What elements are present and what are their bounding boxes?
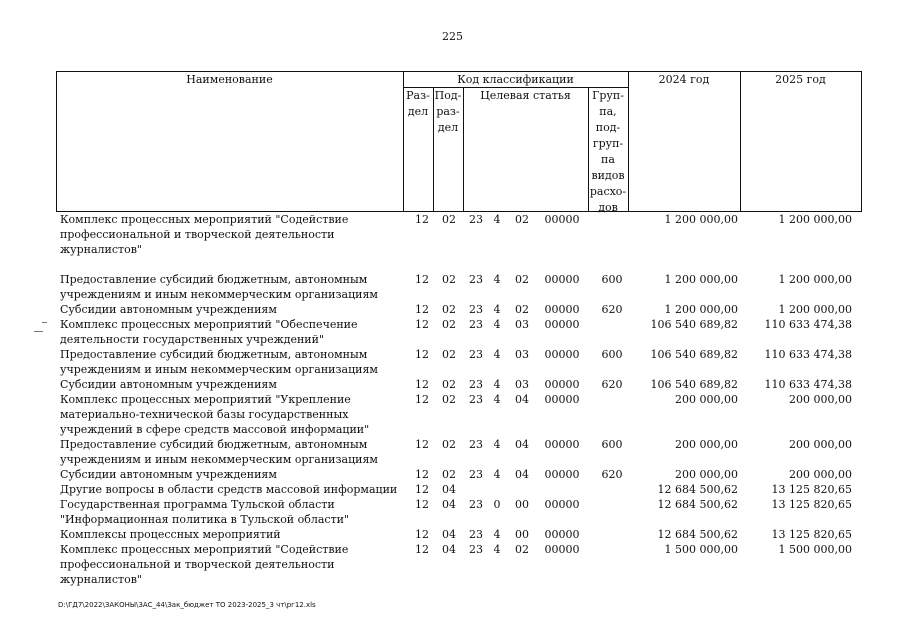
row-amount-2025: 1 200 000,00 bbox=[778, 303, 852, 316]
table-row bbox=[58, 542, 862, 587]
row-direction: 00000 bbox=[544, 213, 580, 226]
row-podrazdel: 04 bbox=[442, 528, 456, 541]
row-razdel: 12 bbox=[415, 543, 429, 556]
row-direction: 00000 bbox=[544, 528, 580, 541]
row-complex: 02 bbox=[515, 273, 529, 286]
scan-mark bbox=[42, 322, 47, 323]
header-razdel-line: дел bbox=[407, 105, 429, 118]
header-group-line: под- bbox=[595, 121, 621, 134]
table-row bbox=[58, 437, 862, 467]
row-podrazdel: 04 bbox=[442, 483, 456, 496]
row-direction: 00000 bbox=[544, 318, 580, 331]
row-podrazdel: 02 bbox=[442, 318, 456, 331]
row-amount-2024: 106 540 689,82 bbox=[650, 318, 738, 331]
row-razdel: 12 bbox=[415, 273, 429, 286]
row-razdel: 12 bbox=[415, 393, 429, 406]
row-program: 23 bbox=[469, 438, 483, 451]
row-program: 23 bbox=[469, 378, 483, 391]
row-amount-2025: 13 125 820,65 bbox=[771, 498, 852, 511]
header-podrazdel bbox=[433, 88, 463, 136]
header-razdel-line: Раз- bbox=[406, 89, 430, 102]
row-amount-2024: 200 000,00 bbox=[675, 438, 738, 451]
header-podrazdel-line: дел bbox=[437, 121, 459, 134]
row-direction: 00000 bbox=[544, 393, 580, 406]
row-podrazdel: 02 bbox=[442, 438, 456, 451]
row-podrazdel: 04 bbox=[442, 498, 456, 511]
row-type: 4 bbox=[493, 318, 501, 331]
row-group: 600 bbox=[601, 438, 623, 451]
table-row bbox=[58, 317, 862, 347]
row-amount-2025: 13 125 820,65 bbox=[771, 483, 852, 496]
row-podrazdel: 02 bbox=[442, 393, 456, 406]
row-direction: 00000 bbox=[544, 498, 580, 511]
header-divider-podrazdel bbox=[463, 87, 464, 212]
row-program: 23 bbox=[469, 348, 483, 361]
header-group-line: па bbox=[601, 153, 615, 166]
header-group-line: дов bbox=[598, 201, 618, 214]
table-row bbox=[58, 212, 862, 257]
row-type: 4 bbox=[493, 543, 501, 556]
row-razdel: 12 bbox=[415, 438, 429, 451]
table-row bbox=[58, 482, 862, 497]
header-year-2025: 2025 год bbox=[775, 73, 826, 86]
header-divider-group bbox=[628, 71, 629, 212]
row-type: 4 bbox=[493, 303, 501, 316]
row-amount-2024: 12 684 500,62 bbox=[657, 498, 738, 511]
table-row bbox=[58, 347, 862, 377]
table-header bbox=[56, 71, 862, 212]
row-amount-2025: 110 633 474,38 bbox=[764, 348, 852, 361]
row-name: Комплексы процессных мероприятий bbox=[60, 528, 281, 541]
row-amount-2025: 1 500 000,00 bbox=[778, 543, 852, 556]
row-amount-2025: 1 200 000,00 bbox=[778, 213, 852, 226]
header-target-article: Целевая статья bbox=[480, 89, 571, 102]
table-row bbox=[58, 527, 862, 542]
row-name: Комплекс процессных мероприятий "Обеспечение деятельности государственных учреждений" bbox=[60, 318, 358, 346]
header-group-line: груп- bbox=[592, 137, 624, 150]
row-podrazdel: 02 bbox=[442, 378, 456, 391]
row-direction: 00000 bbox=[544, 543, 580, 556]
row-direction: 00000 bbox=[544, 468, 580, 481]
header-left-border bbox=[56, 71, 57, 212]
table-row bbox=[58, 272, 862, 302]
header-group-line: расхо- bbox=[589, 185, 627, 198]
row-name: Другие вопросы в области средств массовой информации bbox=[60, 483, 398, 496]
row-complex: 04 bbox=[515, 468, 529, 481]
row-amount-2024: 12 684 500,62 bbox=[657, 483, 738, 496]
row-amount-2024: 1 200 000,00 bbox=[664, 303, 738, 316]
header-podrazdel-line: раз- bbox=[436, 105, 460, 118]
row-complex: 02 bbox=[515, 543, 529, 556]
row-podrazdel: 02 bbox=[442, 273, 456, 286]
table-row bbox=[58, 467, 862, 482]
row-amount-2025: 110 633 474,38 bbox=[764, 378, 852, 391]
row-type: 4 bbox=[493, 273, 501, 286]
row-complex: 00 bbox=[515, 528, 529, 541]
row-name: Комплекс процессных мероприятий "Содействие профессиональной и творческой деятельности журналистов" bbox=[60, 213, 349, 256]
row-type: 4 bbox=[493, 213, 501, 226]
table-row bbox=[58, 392, 862, 437]
row-name: Субсидии автономным учреждениям bbox=[60, 303, 277, 316]
row-name: Комплекс процессных мероприятий "Укрепление материально-технической базы государственных учреждений в сфере средств массовой информации" bbox=[60, 393, 370, 436]
header-divider-2024 bbox=[740, 71, 741, 212]
header-group-line: видов bbox=[591, 169, 625, 182]
row-name: Предоставление субсидий бюджетным, автономным учреждениям и иным некоммерческим организациям bbox=[60, 348, 378, 376]
row-complex: 03 bbox=[515, 318, 529, 331]
row-razdel: 12 bbox=[415, 318, 429, 331]
row-amount-2024: 200 000,00 bbox=[675, 468, 738, 481]
row-amount-2024: 106 540 689,82 bbox=[650, 348, 738, 361]
row-amount-2025: 200 000,00 bbox=[789, 438, 852, 451]
header-right-border bbox=[861, 71, 862, 212]
row-amount-2024: 1 200 000,00 bbox=[664, 213, 738, 226]
row-program: 23 bbox=[469, 213, 483, 226]
row-type: 4 bbox=[493, 378, 501, 391]
row-direction: 00000 bbox=[544, 438, 580, 451]
row-program: 23 bbox=[469, 303, 483, 316]
row-type: 4 bbox=[493, 393, 501, 406]
row-complex: 04 bbox=[515, 393, 529, 406]
row-group: 600 bbox=[601, 348, 623, 361]
header-name: Наименование bbox=[186, 73, 273, 86]
row-name: Государственная программа Тульской области "Информационная политика в Тульской области" bbox=[60, 498, 350, 526]
row-podrazdel: 02 bbox=[442, 213, 456, 226]
row-amount-2025: 200 000,00 bbox=[789, 468, 852, 481]
row-complex: 02 bbox=[515, 303, 529, 316]
scan-mark bbox=[34, 331, 43, 332]
row-program: 23 bbox=[469, 543, 483, 556]
table-row bbox=[58, 302, 862, 317]
table-row bbox=[58, 497, 862, 527]
row-type: 0 bbox=[493, 498, 501, 511]
row-razdel: 12 bbox=[415, 483, 429, 496]
row-type: 4 bbox=[493, 528, 501, 541]
row-name: Комплекс процессных мероприятий "Содействие профессиональной и творческой деятельности журналистов" bbox=[60, 543, 349, 586]
row-program: 23 bbox=[469, 468, 483, 481]
row-razdel: 12 bbox=[415, 498, 429, 511]
row-group: 620 bbox=[601, 303, 623, 316]
row-group: 620 bbox=[601, 378, 623, 391]
row-type: 4 bbox=[493, 348, 501, 361]
row-amount-2025: 200 000,00 bbox=[789, 393, 852, 406]
row-type: 4 bbox=[493, 438, 501, 451]
row-group: 600 bbox=[601, 273, 623, 286]
header-podrazdel-line: Под- bbox=[434, 89, 462, 102]
row-complex: 00 bbox=[515, 498, 529, 511]
file-path-footer: D:\ГД7\2022\ЗАКОНЫ\ЗАС_44\Зак_бюджет ТО 2023-2025_3 чт\рг12.xls bbox=[58, 601, 316, 609]
row-podrazdel: 02 bbox=[442, 303, 456, 316]
row-podrazdel: 04 bbox=[442, 543, 456, 556]
row-name: Субсидии автономным учреждениям bbox=[60, 468, 277, 481]
row-name: Предоставление субсидий бюджетным, автономным учреждениям и иным некоммерческим организациям bbox=[60, 273, 378, 301]
row-razdel: 12 bbox=[415, 528, 429, 541]
row-amount-2025: 110 633 474,38 bbox=[764, 318, 852, 331]
row-amount-2024: 200 000,00 bbox=[675, 393, 738, 406]
header-year-2024: 2024 год bbox=[658, 73, 710, 86]
row-program: 23 bbox=[469, 528, 483, 541]
row-razdel: 12 bbox=[415, 213, 429, 226]
row-amount-2024: 106 540 689,82 bbox=[650, 378, 738, 391]
row-podrazdel: 02 bbox=[442, 468, 456, 481]
header-razdel bbox=[403, 88, 433, 120]
row-amount-2025: 1 200 000,00 bbox=[778, 273, 852, 286]
row-razdel: 12 bbox=[415, 348, 429, 361]
table-row bbox=[58, 377, 862, 392]
row-razdel: 12 bbox=[415, 468, 429, 481]
header-classification-code: Код классификации bbox=[457, 73, 574, 86]
row-podrazdel: 02 bbox=[442, 348, 456, 361]
row-amount-2025: 13 125 820,65 bbox=[771, 528, 852, 541]
row-direction: 00000 bbox=[544, 348, 580, 361]
row-razdel: 12 bbox=[415, 303, 429, 316]
row-name: Субсидии автономным учреждениям bbox=[60, 378, 277, 391]
row-direction: 00000 bbox=[544, 273, 580, 286]
table-body bbox=[58, 212, 862, 587]
row-amount-2024: 1 500 000,00 bbox=[664, 543, 738, 556]
header-group-line: па, bbox=[599, 105, 617, 118]
row-amount-2024: 1 200 000,00 bbox=[664, 273, 738, 286]
row-program: 23 bbox=[469, 318, 483, 331]
page-number: 225 bbox=[442, 30, 463, 43]
row-group: 620 bbox=[601, 468, 623, 481]
row-program: 23 bbox=[469, 393, 483, 406]
header-group-line: Груп- bbox=[592, 89, 624, 102]
row-complex: 04 bbox=[515, 438, 529, 451]
row-direction: 00000 bbox=[544, 378, 580, 391]
header-group bbox=[588, 88, 628, 216]
row-complex: 03 bbox=[515, 378, 529, 391]
row-complex: 02 bbox=[515, 213, 529, 226]
row-amount-2024: 12 684 500,62 bbox=[657, 528, 738, 541]
row-razdel: 12 bbox=[415, 378, 429, 391]
row-name: Предоставление субсидий бюджетным, автономным учреждениям и иным некоммерческим организациям bbox=[60, 438, 378, 466]
row-program: 23 bbox=[469, 273, 483, 286]
row-direction: 00000 bbox=[544, 303, 580, 316]
row-program: 23 bbox=[469, 498, 483, 511]
row-complex: 03 bbox=[515, 348, 529, 361]
row-type: 4 bbox=[493, 468, 501, 481]
